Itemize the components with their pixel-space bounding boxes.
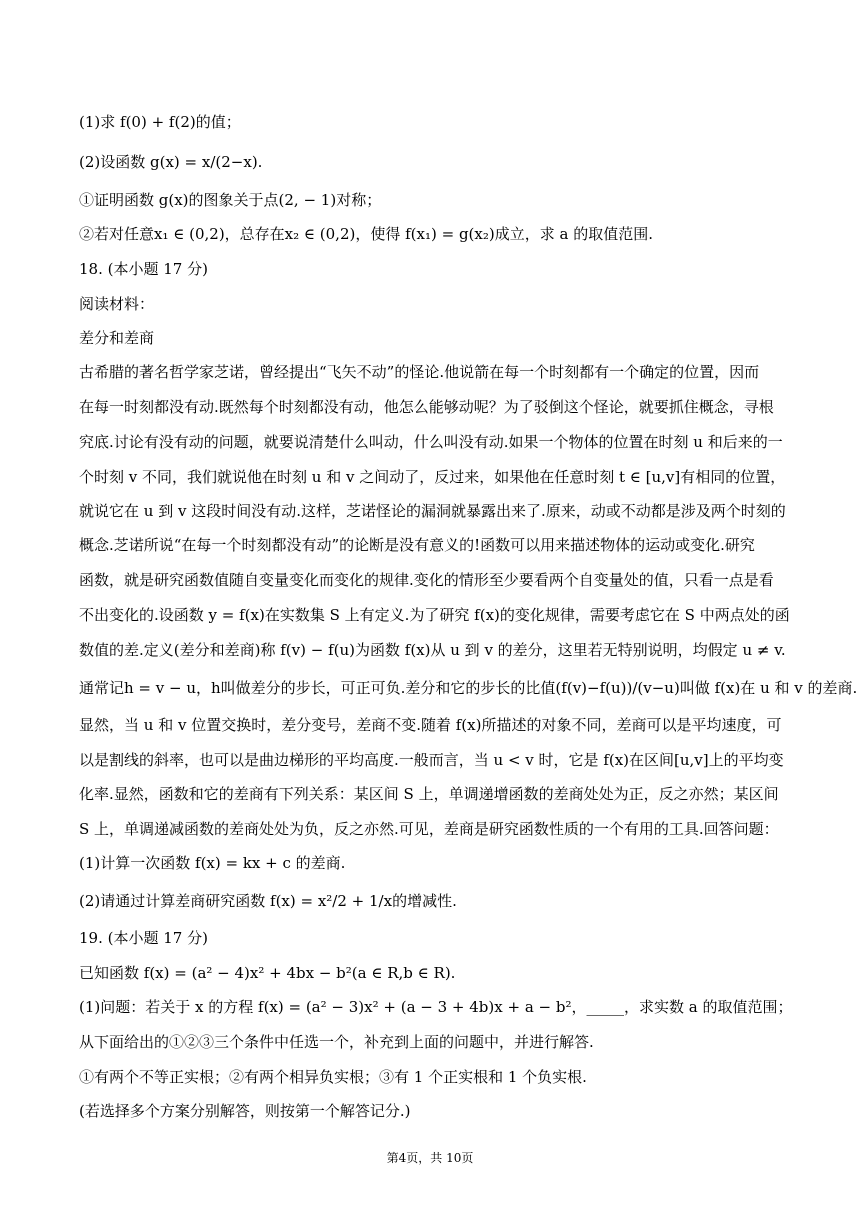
q17-part2: (2)设函数 g(x) = x/(2−x). <box>79 153 263 171</box>
q18-part1: (1)计算一次函数 f(x) = kx + c 的差商. <box>79 854 346 872</box>
reading-paragraph-line: S 上，单调递减函数的差商处处为负，反之亦然.可见，差商是研究函数性质的一个有用的工具.回答问题： <box>79 820 779 838</box>
q19-scoring-note: (若选择多个方案分别解答，则按第一个解答记分.) <box>79 1102 411 1120</box>
page-number-footer: 第4页，共 10页 <box>386 1151 474 1165</box>
reading-paragraph-line: 数值的差.定义(差分和差商)称 f(v) − f(u)为函数 f(x)从 u 到 v 的差分，这里若无特别说明，均假定 u ≠ v. <box>79 641 786 659</box>
reading-paragraph-line: 概念.芝诺所说“在每一个时刻都没有动”的论断是没有意义的!函数可以用来描述物体的运动或变化.研究 <box>79 536 755 554</box>
reading-material-label: 阅读材料： <box>79 295 155 313</box>
reading-paragraph-line: 就说它在 u 到 v 这段时间没有动.这样，芝诺怪论的漏洞就暴露出来了.原来，动或不动都是涉及两个时刻的 <box>79 502 786 520</box>
q19-conditions: ①有两个不等正实根；②有两个相异负实根；③有 1 个正实根和 1 个负实根. <box>79 1068 587 1086</box>
q18-heading: 18. (本小题 17 分) <box>79 260 208 278</box>
reading-title: 差分和差商 <box>79 329 155 347</box>
reading-paragraph-line: 不出变化的.设函数 y = f(x)在实数集 S 上有定义.为了研究 f(x)的变化规律，需要考虑它在 S 中两点处的函 <box>79 606 790 624</box>
reading-paragraph-line: 在每一时刻都没有动.既然每个时刻都没有动，他怎么能够动呢？为了驳倒这个怪论，就要抓住概念，寻根 <box>79 398 774 416</box>
q19-function-definition: 已知函数 f(x) = (a² − 4)x² + 4bx − b²(a ∈ R,b ∈ R). <box>79 964 456 982</box>
q19-heading: 19. (本小题 17 分) <box>79 929 208 947</box>
q17-sub1: ①证明函数 g(x)的图象关于点(2, − 1)对称； <box>79 191 382 209</box>
q19-instruction: 从下面给出的①②③三个条件中任选一个，补充到上面的问题中，并进行解答. <box>79 1033 594 1051</box>
q18-part2: (2)请通过计算差商研究函数 f(x) = x²/2 + 1/x的增减性. <box>79 892 457 910</box>
q17-sub2: ②若对任意x₁ ∈ (0,2)，总存在x₂ ∈ (0,2)，使得 f(x₁) = g(x₂)成立，求 a 的取值范围. <box>79 225 653 243</box>
reading-paragraph-line: 以是割线的斜率，也可以是曲边梯形的平均高度.一般而言，当 u < v 时，它是 f(x)在区间[u,v]上的平均变 <box>79 751 784 769</box>
q19-part1: (1)问题：若关于 x 的方程 f(x) = (a² − 3)x² + (a − 3 + 4b)x + a − b²，_____，求实数 a 的取值范围； <box>79 998 793 1016</box>
reading-paragraph-line: 化率.显然，函数和它的差商有下列关系：某区间 S 上，单调递增函数的差商处处为正，反之亦然；某区间 <box>79 785 779 803</box>
reading-paragraph-line: 显然，当 u 和 v 位置交换时，差分变号，差商不变.随着 f(x)所描述的对象不同，差商可以是平均速度，可 <box>79 716 782 734</box>
reading-paragraph-line: 究底.讨论有没有动的问题，就要说清楚什么叫动，什么叫没有动.如果一个物体的位置在时刻 u 和后来的一 <box>79 433 783 451</box>
reading-paragraph-line: 通常记h = v − u，h叫做差分的步长，可正可负.差分和它的步长的比值(f(v)−f(u))/(v−u)叫做 f(x)在 u 和 v 的差商. <box>79 679 858 697</box>
reading-paragraph-line: 古希腊的著名哲学家芝诺，曾经提出“飞矢不动”的怪论.他说箭在每一个时刻都有一个确定的位置，因而 <box>79 363 760 381</box>
reading-paragraph-line: 函数，就是研究函数值随自变量变化而变化的规律.变化的情形至少要看两个自变量处的值，只看一点是看 <box>79 571 774 589</box>
q17-part1: (1)求 f(0) + f(2)的值； <box>79 113 241 131</box>
reading-paragraph-line: 个时刻 v 不同，我们就说他在时刻 u 和 v 之间动了，反过来，如果他在任意时刻 t ∈ [u,v]有相同的位置， <box>79 468 786 486</box>
